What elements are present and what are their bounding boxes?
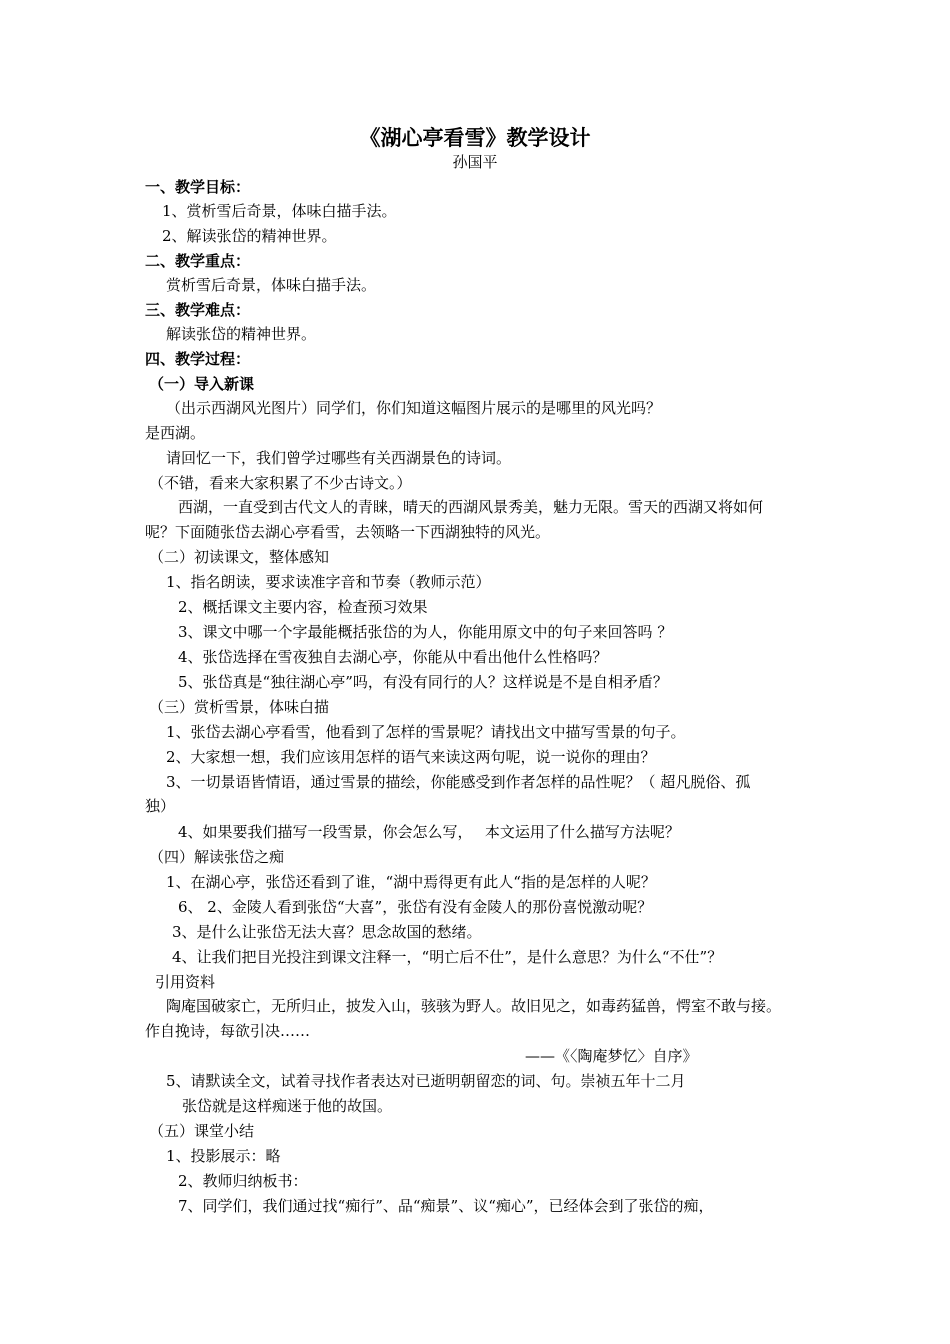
subsection-heading: （四）解读张岱之痴 xyxy=(149,848,285,866)
text-line: 西湖，一直受到古代文人的青睐，晴天的西湖风景秀美，魅力无限。雪天的西湖又将如何 xyxy=(178,498,764,516)
text-line: 1、投影展示：略 xyxy=(166,1147,281,1165)
text-line: 3、一切景语皆情语，通过雪景的描绘，你能感受到作者怎样的品性呢？（ 超凡脱俗、孤 xyxy=(166,773,751,791)
text-line: 1、赏析雪后奇景，体味白描手法。 xyxy=(162,202,397,220)
text-line: 解读张岱的精神世界。 xyxy=(166,325,317,343)
text-line: 3、课文中哪一个字最能概括张岱的为人，你能用原文中的句子来回答吗 ？ xyxy=(178,623,673,641)
text-line: 5、张岱真是“独往湖心亭”吗，有没有同行的人？这样说是不是自相矛盾？ xyxy=(178,673,668,691)
quote-text: 陶庵国破家亡，无所归止，披发入山，骇骇为野人。故旧见之，如毒药猛兽，愕室不敢与接。 xyxy=(166,997,782,1015)
text-line: 张岱就是这样痴迷于他的故国。 xyxy=(182,1097,393,1115)
text-line: 请回忆一下，我们曾学过哪些有关西湖景色的诗词。 xyxy=(166,449,512,467)
subsection-heading: （五）课堂小结 xyxy=(149,1122,255,1140)
section-heading: 四、教学过程： xyxy=(145,350,251,368)
subsection-heading: （三）赏析雪景，体味白描 xyxy=(149,698,330,716)
text-line: 3、是什么让张岱无法大喜？思念故国的愁绪。 xyxy=(172,923,482,941)
text-line: 2、大家想一想，我们应该用怎样的语气来读这两句呢，说一说你的理由？ xyxy=(166,748,656,766)
document-title: 《湖心亭看雪》教学设计 xyxy=(359,126,591,150)
section-heading: 三、教学难点： xyxy=(145,301,251,319)
quote-text: 作自挽诗，每欲引决…… xyxy=(145,1022,311,1040)
subsection-heading: （二）初读课文，整体感知 xyxy=(149,548,330,566)
text-line: 2、教师归纳板书： xyxy=(178,1172,308,1190)
text-line: 赏析雪后奇景，体味白描手法。 xyxy=(166,276,377,294)
text-line: （不错，看来大家积累了不少古诗文。） xyxy=(149,474,412,492)
text-line: 独） xyxy=(145,797,176,815)
text-line: 引用资料 xyxy=(155,973,216,991)
text-line: 1、在湖心亭，张岱还看到了谁，“湖中焉得更有此人“指的是怎样的人呢？ xyxy=(166,873,656,891)
author-name: 孙国平 xyxy=(452,153,498,171)
text-line: 呢？下面随张岱去湖心亭看雪，去领略一下西湖独特的风光。 xyxy=(145,523,551,541)
subsection-heading: （一）导入新课 xyxy=(149,375,255,393)
text-line: 1、张岱去湖心亭看雪，他看到了怎样的雪景呢？请找出文中描写雪景的句子。 xyxy=(166,723,686,741)
text-line: 5、请默读全文，试着寻找作者表达对已逝明朝留恋的词、句。崇祯五年十二月 xyxy=(166,1072,686,1090)
text-line: 4、让我们把目光投注到课文注释一，“明亡后不仕”，是什么意思？为什么“不仕”？ xyxy=(172,948,723,966)
quote-source: ——《〈陶庵梦忆〉自序》 xyxy=(525,1047,698,1065)
text-line: 2、解读张岱的精神世界。 xyxy=(162,227,337,245)
text-line: 6、 2、金陵人看到张岱“大喜”，张岱有没有金陵人的那份喜悦激动呢？ xyxy=(178,898,653,916)
section-heading: 二、教学重点： xyxy=(145,252,251,270)
text-line: 4、张岱选择在雪夜独自去湖心亭，你能从中看出他什么性格吗？ xyxy=(178,648,608,666)
text-line: 1、指名朗读，要求读准字音和节奏（教师示范） xyxy=(166,573,491,591)
section-heading: 一、教学目标： xyxy=(145,178,251,196)
text-line: （出示西湖风光图片）同学们，你们知道这幅图片展示的是哪里的风光吗？ xyxy=(166,399,662,417)
text-line: 2、概括课文主要内容，检查预习效果 xyxy=(178,598,428,616)
text-line: 7、同学们，我们通过找“痴行”、品“痴景”、议“痴心”，已经体会到了张岱的痴， xyxy=(178,1197,714,1215)
text-line: 4、如果要我们描写一段雪景，你会怎么写， 本文运用了什么描写方法呢？ xyxy=(178,823,680,841)
text-line: 是西湖。 xyxy=(145,424,206,442)
